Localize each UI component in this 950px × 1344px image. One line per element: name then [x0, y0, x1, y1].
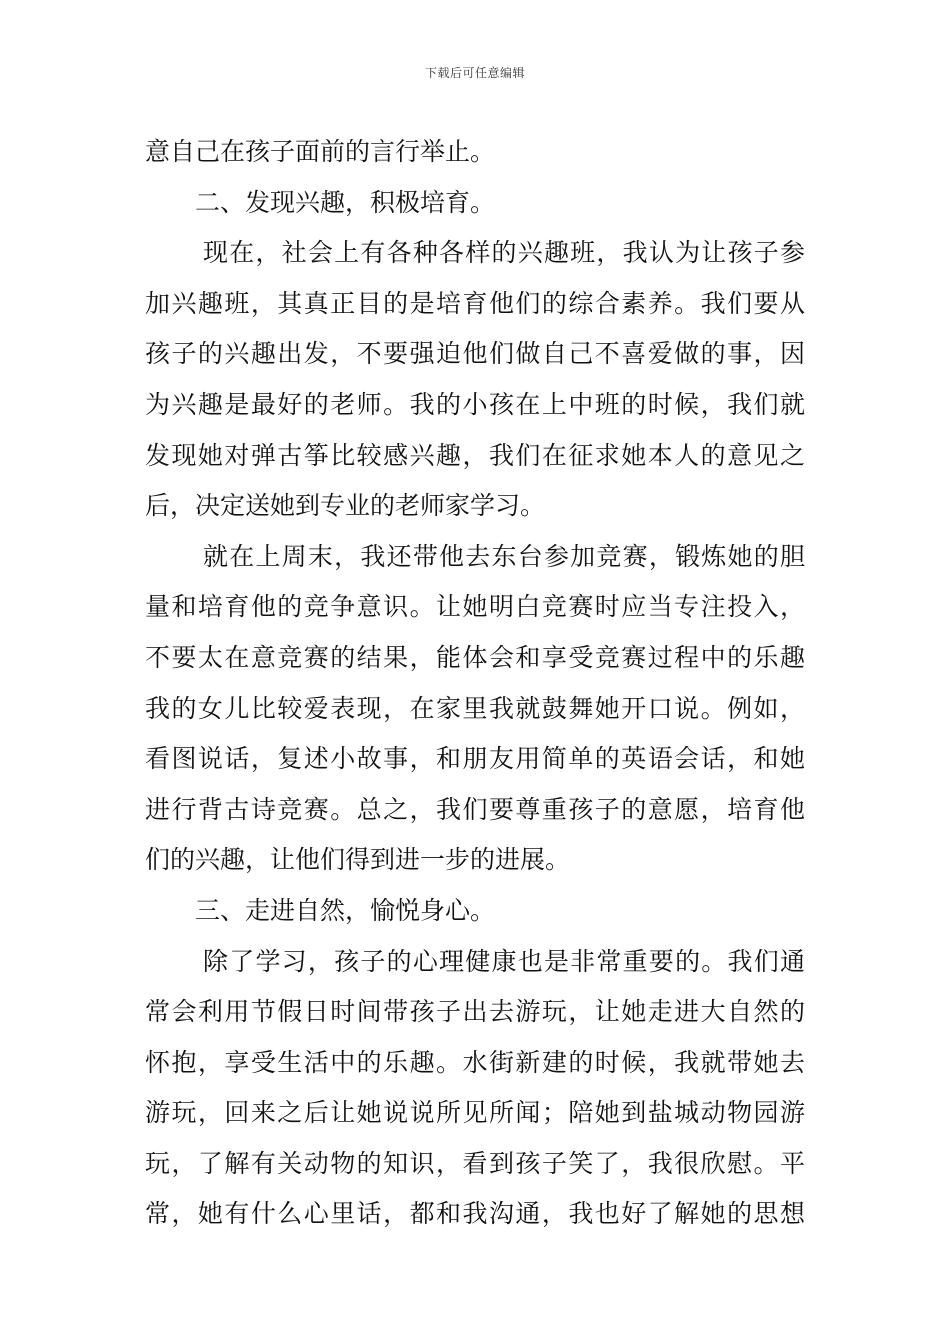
- text-line: 看图说话，复述小故事，和朋友用简单的英语会话，和她: [145, 744, 805, 774]
- body-text: [145, 127, 805, 1240]
- page-header: 下载后可任意编辑: [424, 66, 525, 80]
- text-line: 常，她有什么心里话，都和我沟通，我也好了解她的思想: [145, 1199, 805, 1229]
- text-line: 后，决定送她到专业的老师家学习。: [145, 491, 546, 521]
- text-line: 加兴趣班，其真正目的是培育他们的综合素养。我们要从: [145, 288, 805, 318]
- text-line: 们的兴趣，让他们得到进一步的进展。: [145, 845, 571, 875]
- text-line: 进行背古诗竞赛。总之，我们要尊重孩子的意愿，培育他: [145, 794, 805, 824]
- text-line: 我的女儿比较爱表现，在家里我就鼓舞她开口说。例如，: [145, 693, 805, 723]
- text-line: 为兴趣是最好的老师。我的小孩在上中班的时候，我们就: [145, 389, 805, 419]
- section-heading: 三、走进自然，愉悦身心。: [195, 895, 496, 925]
- text-line: 量和培育他的竞争意识。让她明白竞赛时应当专注投入，: [145, 592, 805, 622]
- text-line: 怀抱，享受生活中的乐趣。水街新建的时候，我就带她去: [145, 1047, 805, 1077]
- text-line: 就在上周末，我还带他去东台参加竞赛，锻炼她的胆: [203, 541, 805, 571]
- text-line: 意自己在孩子面前的言行举止。: [145, 137, 496, 166]
- text-line: 游玩，回来之后让她说说所见所闻；陪她到盐城动物园游: [145, 1098, 805, 1128]
- text-line: 除了学习，孩子的心理健康也是非常重要的。我们通: [203, 946, 805, 976]
- section-heading: 二、发现兴趣，积极培育。: [195, 187, 496, 217]
- text-line: 孩子的兴趣出发，不要强迫他们做自己不喜爱做的事，因: [145, 339, 805, 369]
- text-line: 不要太在意竞赛的结果，能体会和享受竞赛过程中的乐趣: [145, 642, 805, 672]
- text-line: 玩，了解有关动物的知识，看到孩子笑了，我很欣慰。平: [145, 1148, 805, 1178]
- text-line: 发现她对弹古筝比较感兴趣，我们在征求她本人的意见之: [145, 440, 805, 470]
- text-line: 现在，社会上有各种各样的兴趣班，我认为让孩子参: [203, 238, 805, 268]
- text-line: 常会利用节假日时间带孩子出去游玩，让她走进大自然的: [145, 997, 805, 1027]
